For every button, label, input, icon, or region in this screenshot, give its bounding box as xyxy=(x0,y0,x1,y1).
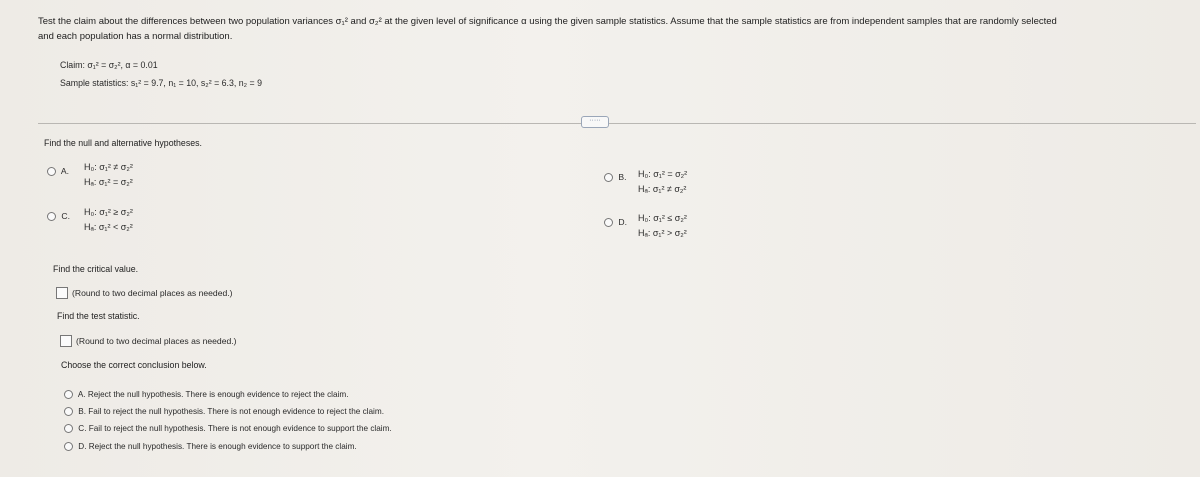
hypothesis-b-text xyxy=(638,167,687,197)
hypothesis-a-text xyxy=(84,160,133,190)
conclusion-option-d[interactable] xyxy=(64,442,357,451)
hypothesis-d-text xyxy=(638,211,687,241)
question-line-2: and each population has a normal distribution. xyxy=(38,31,233,42)
critical-value-prompt: Find the critical value. xyxy=(53,264,139,274)
option-letter: B. xyxy=(618,172,627,182)
hypothesis-option-b[interactable] xyxy=(604,172,633,182)
conclusion-prompt: Choose the correct conclusion below. xyxy=(61,360,207,370)
hypothesis-option-a[interactable] xyxy=(47,166,75,176)
hypothesis-option-d[interactable] xyxy=(604,217,633,227)
conclusion-label: D. Reject the null hypothesis. There is enough evidence to support the claim. xyxy=(78,442,357,451)
radio-button[interactable] xyxy=(64,424,73,433)
alt-hypothesis: Hₐ: σ₁² ≠ σ₂² xyxy=(638,184,687,194)
radio-button-a[interactable] xyxy=(47,167,56,176)
conclusion-option-a[interactable] xyxy=(64,390,348,399)
question-line-1: Test the claim about the differences between two population variances σ₁² and σ₂² at the given level of significance α using the given sample statistics. Assume that the sample statistics are from independent samples that are randomly selected xyxy=(38,16,1057,27)
hypothesis-c-text xyxy=(84,205,133,235)
radio-button[interactable] xyxy=(64,407,73,416)
option-letter: A. xyxy=(60,166,70,176)
option-letter: D. xyxy=(618,217,627,227)
radio-button-c[interactable] xyxy=(47,212,56,221)
radio-button[interactable] xyxy=(64,442,73,451)
conclusion-label: C. Fail to reject the null hypothesis. There is not enough evidence to support the claim. xyxy=(78,424,392,433)
critical-value-row xyxy=(56,287,233,299)
hypothesis-option-c[interactable] xyxy=(47,211,76,221)
expand-more-button[interactable]: ····· xyxy=(581,116,609,128)
option-letter: C. xyxy=(61,211,70,221)
section-divider xyxy=(38,123,1196,124)
rounding-hint: (Round to two decimal places as needed.) xyxy=(72,288,233,298)
conclusion-option-c[interactable] xyxy=(64,424,392,433)
sample-statistics: Sample statistics: s₁² = 9.7, n₁ = 10, s₂² = 6.3, n₂ = 9 xyxy=(60,78,262,88)
null-hypothesis: H₀: σ₁² = σ₂² xyxy=(638,169,688,179)
null-hypothesis: H₀: σ₁² ≠ σ₂² xyxy=(84,162,133,172)
alt-hypothesis: Hₐ: σ₁² > σ₂² xyxy=(638,228,687,238)
alt-hypothesis: Hₐ: σ₁² = σ₂² xyxy=(84,177,133,187)
conclusion-label: A. Reject the null hypothesis. There is enough evidence to reject the claim. xyxy=(77,390,349,399)
test-statistic-input[interactable] xyxy=(60,335,72,347)
radio-button-d[interactable] xyxy=(604,218,613,227)
rounding-hint: (Round to two decimal places as needed.) xyxy=(76,336,237,346)
conclusion-label: B. Fail to reject the null hypothesis. There is not enough evidence to reject the claim. xyxy=(78,407,384,416)
given-info xyxy=(60,56,262,92)
question-text xyxy=(38,14,1168,44)
radio-button[interactable] xyxy=(64,390,73,399)
test-statistic-prompt: Find the test statistic. xyxy=(57,311,140,321)
claim-text: Claim: σ₁² = σ₂², α = 0.01 xyxy=(60,60,158,70)
null-hypothesis: H₀: σ₁² ≥ σ₂² xyxy=(84,207,133,217)
alt-hypothesis: Hₐ: σ₁² < σ₂² xyxy=(84,222,133,232)
conclusion-option-b[interactable] xyxy=(64,407,384,416)
radio-button-b[interactable] xyxy=(604,173,613,182)
hypotheses-prompt: Find the null and alternative hypotheses. xyxy=(44,138,202,148)
critical-value-input[interactable] xyxy=(56,287,68,299)
test-statistic-row xyxy=(60,335,237,347)
null-hypothesis: H₀: σ₁² ≤ σ₂² xyxy=(638,213,687,223)
